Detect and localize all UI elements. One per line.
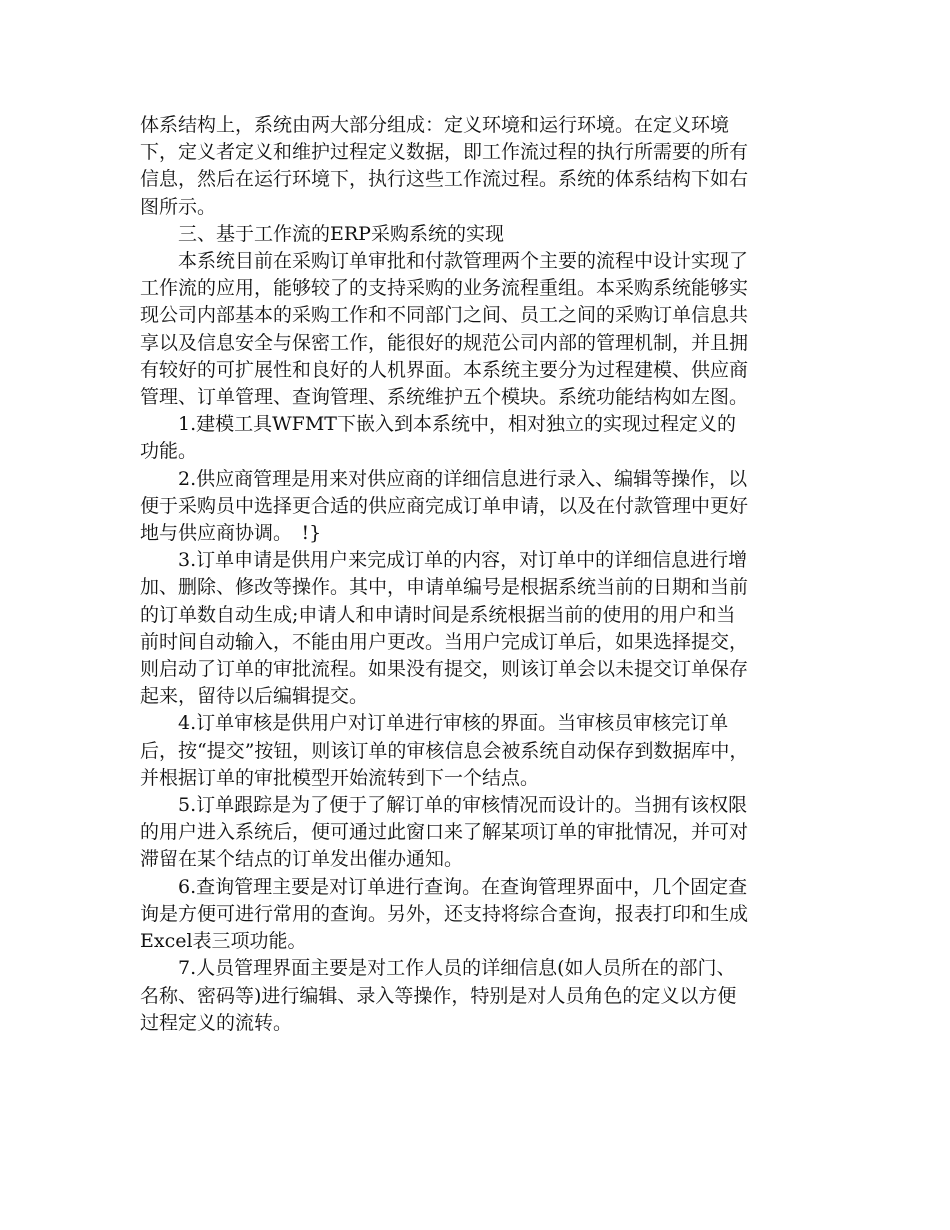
paragraph-item-2: 2.供应商管理是用来对供应商的详细信息进行录入、编辑等操作，以便于采购员中选择更合适的供应商完成订单申请，以及在付款管理中更好地与供应商协调。 !}	[140, 467, 749, 545]
paragraph-item-6: 6.查询管理主要是对订单进行查询。在查询管理界面中，几个固定查询是方便可进行常用的查询。另外，还支持将综合查询，报表打印和生成Excel表三项功能。	[140, 875, 749, 953]
paragraph-item-4: 4.订单审核是供用户对订单进行审核的界面。当审核员审核完订单后，按“提交”按钮，则该订单的审核信息会被系统自动保存到数据库中，并根据订单的审批模型开始流转到下一个结点。	[140, 712, 749, 789]
paragraph-system-overview: 本系统目前在采购订单审批和付款管理两个主要的流程中设计实现了工作流的应用，能够较了的支持采购的业务流程重组。本采购系统能够实现公司内部基本的采购工作和不同部门之间、员工之间的采购订单信息共享以及信息安全与保密工作，能很好的规范公司内部的管理机制，并且拥有较好的可扩展性和良好的人机界面。本系统主要分为过程建模、供应商管理、订单管理、查询管理、系统维护五个模块。系统功能结构如左图。	[140, 250, 749, 409]
paragraph-item-3: 3.订单申请是供用户来完成订单的内容，对订单中的详细信息进行增加、删除、修改等操作。其中，申请单编号是根据系统当前的日期和当前的订单数自动生成;申请人和申请时间是系统根据当前的使用的用户和当前时间自动输入，不能由用户更改。当用户完成订单后，如果选择提交，则启动了订单的审批流程。如果没有提交，则该订单会以未提交订单保存起来，留待以后编辑提交。	[140, 549, 749, 708]
paragraph-architecture: 体系结构上，系统由两大部分组成：定义环境和运行环境。在定义环境下，定义者定义和维护过程定义数据，即工作流过程的执行所需要的所有信息，然后在运行环境下，执行这些工作流过程。系统的体系结构下如右图所示。	[140, 114, 749, 218]
section-heading-erp: 三、基于工作流的ERP采购系统的实现	[178, 222, 504, 245]
paragraph-item-5: 5.订单跟踪是为了便于了解订单的审核情况而设计的。当拥有该权限的用户进入系统后，便可通过此窗口来了解某项订单的审批情况，并可对滞留在某个结点的订单发出催办通知。	[140, 794, 749, 871]
document-body	[140, 112, 750, 1037]
paragraph-item-7: 7.人员管理界面主要是对工作人员的详细信息(如人员所在的部门、名称、密码等)进行编辑、录入等操作，特别是对人员角色的定义以方便过程定义的流转。	[140, 957, 737, 1034]
paragraph-item-1: 1.建模工具WFMT下嵌入到本系统中，相对独立的实现过程定义的功能。	[140, 413, 736, 463]
